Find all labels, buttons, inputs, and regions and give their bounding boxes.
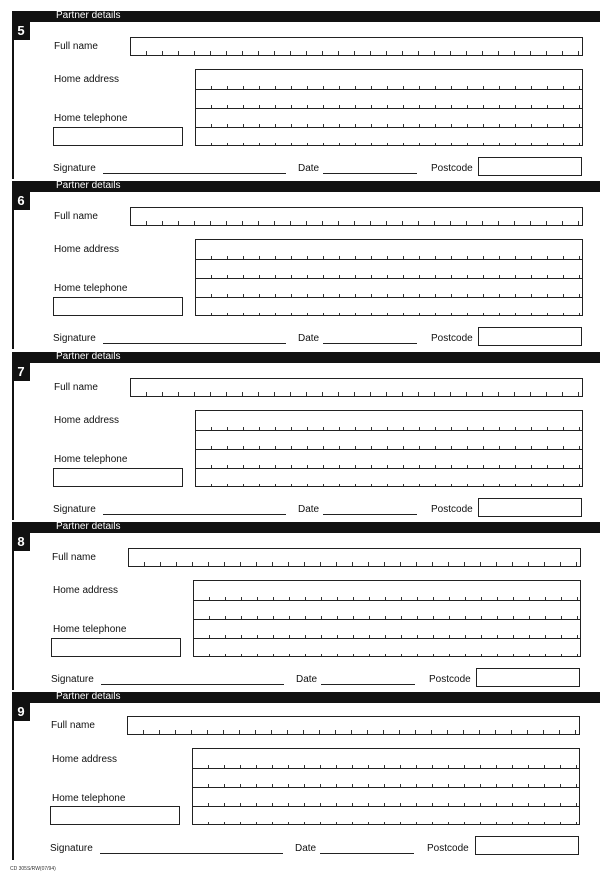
date-line[interactable] <box>320 853 414 854</box>
section-border <box>12 380 14 520</box>
signature-line[interactable] <box>103 343 286 344</box>
postcode-field[interactable] <box>478 498 582 517</box>
full-name-label: Full name <box>51 720 95 731</box>
section-border <box>12 720 14 860</box>
signature-label: Signature <box>53 504 96 515</box>
home-address-field[interactable] <box>195 410 583 487</box>
section-title: Partner details <box>56 10 121 21</box>
partner-section-6 <box>12 181 600 351</box>
postcode-label: Postcode <box>427 843 469 854</box>
full-name-label: Full name <box>54 211 98 222</box>
signature-label: Signature <box>50 843 93 854</box>
home-telephone-label: Home telephone <box>52 793 126 804</box>
home-telephone-field[interactable] <box>51 638 181 657</box>
home-telephone-field[interactable] <box>53 468 183 487</box>
full-name-field[interactable] <box>130 378 583 397</box>
signature-label: Signature <box>51 674 94 685</box>
date-label: Date <box>298 333 320 344</box>
date-line[interactable] <box>321 684 415 685</box>
section-header <box>12 522 600 533</box>
full-name-field[interactable] <box>128 548 581 567</box>
full-name-label: Full name <box>54 41 98 52</box>
section-header <box>12 181 600 192</box>
section-title: Partner details <box>56 180 121 191</box>
section-border <box>12 209 14 349</box>
date-line[interactable] <box>323 343 417 344</box>
full-name-label: Full name <box>52 552 96 563</box>
postcode-field[interactable] <box>475 836 579 855</box>
date-line[interactable] <box>323 514 417 515</box>
section-border <box>12 550 14 690</box>
signature-line[interactable] <box>103 514 286 515</box>
date-label: Date <box>298 504 320 515</box>
signature-label: Signature <box>53 333 96 344</box>
date-label: Date <box>298 163 320 174</box>
home-telephone-field[interactable] <box>50 806 180 825</box>
home-address-label: Home address <box>54 244 120 255</box>
home-address-field[interactable] <box>195 69 583 146</box>
home-address-label: Home address <box>54 415 120 426</box>
home-telephone-label: Home telephone <box>54 113 128 124</box>
partner-section-9 <box>12 692 600 862</box>
postcode-label: Postcode <box>429 674 471 685</box>
section-number: 7 <box>12 362 30 381</box>
home-telephone-field[interactable] <box>53 297 183 316</box>
partner-section-8 <box>12 522 600 692</box>
section-title: Partner details <box>56 351 121 362</box>
full-name-field[interactable] <box>130 207 583 226</box>
home-address-field[interactable] <box>192 748 580 825</box>
full-name-field[interactable] <box>127 716 580 735</box>
section-border <box>12 39 14 179</box>
date-label: Date <box>295 843 317 854</box>
signature-line[interactable] <box>100 853 283 854</box>
partner-section-7 <box>12 352 600 522</box>
signature-line[interactable] <box>103 173 286 174</box>
section-header <box>12 352 600 363</box>
home-address-label: Home address <box>53 585 119 596</box>
postcode-label: Postcode <box>431 333 473 344</box>
date-label: Date <box>296 674 318 685</box>
postcode-field[interactable] <box>476 668 580 687</box>
section-number: 5 <box>12 21 30 40</box>
home-telephone-field[interactable] <box>53 127 183 146</box>
postcode-field[interactable] <box>478 157 582 176</box>
section-title: Partner details <box>56 691 121 702</box>
home-address-label: Home address <box>54 74 120 85</box>
home-address-field[interactable] <box>195 239 583 316</box>
full-name-field[interactable] <box>130 37 583 56</box>
home-address-field[interactable] <box>193 580 581 657</box>
home-telephone-label: Home telephone <box>54 454 128 465</box>
home-telephone-label: Home telephone <box>53 624 127 635</box>
form-code: CD 305S/RW(07/94) <box>10 866 56 872</box>
postcode-field[interactable] <box>478 327 582 346</box>
date-line[interactable] <box>323 173 417 174</box>
signature-label: Signature <box>53 163 96 174</box>
section-header <box>12 692 600 703</box>
partner-section-5 <box>12 11 600 181</box>
postcode-label: Postcode <box>431 504 473 515</box>
section-number: 9 <box>12 702 30 721</box>
home-telephone-label: Home telephone <box>54 283 128 294</box>
signature-line[interactable] <box>101 684 284 685</box>
full-name-label: Full name <box>54 382 98 393</box>
section-number: 6 <box>12 191 30 210</box>
section-number: 8 <box>12 532 30 551</box>
section-title: Partner details <box>56 521 121 532</box>
home-address-label: Home address <box>52 754 118 765</box>
section-header <box>12 11 600 22</box>
postcode-label: Postcode <box>431 163 473 174</box>
